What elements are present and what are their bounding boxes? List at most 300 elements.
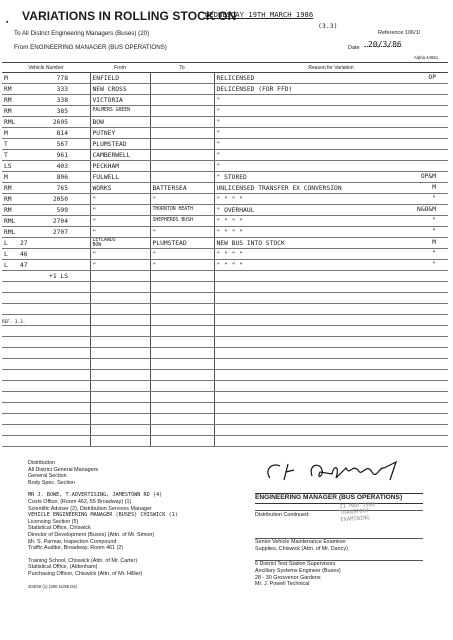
vehicle-number: 765 [56, 184, 68, 192]
from-cell [90, 436, 150, 447]
table-row [2, 381, 448, 392]
margin-note: REF. 3.3. [2, 320, 26, 325]
vehicle-number: 27 [20, 239, 28, 247]
variation-code: N&O&M [417, 206, 436, 213]
from-value: LEYLANDS BOW [92, 238, 116, 248]
reason-cell [214, 326, 448, 337]
to-cell [150, 260, 214, 271]
to-cell [150, 392, 214, 403]
table-row [2, 106, 448, 117]
signature-scribble [262, 458, 412, 488]
reason-cell [214, 139, 448, 150]
vehicle-number-cell [2, 260, 90, 271]
from-value: NEW CROSS [92, 85, 127, 93]
to-cell [150, 150, 214, 161]
vehicle-number: 403 [56, 162, 68, 170]
distribution-item: Costs Office, (Room 462, 55 Broadway) (1) [28, 498, 132, 505]
from-value: BOW [92, 118, 104, 126]
from-cell [90, 205, 150, 216]
reason-cell [214, 194, 448, 205]
table-row [2, 150, 448, 161]
reason-value: " [216, 140, 221, 148]
handwritten-ref: (3.3) [318, 22, 338, 30]
reason-cell [214, 227, 448, 238]
from-cell [90, 392, 150, 403]
from-value: " [92, 217, 97, 225]
vehicle-class: M [4, 129, 8, 137]
table-row [2, 216, 448, 227]
col-header-from: From [90, 63, 150, 73]
vehicle-number: +1 LS [49, 272, 68, 280]
table-row [2, 161, 448, 172]
vehicle-number: 2707 [52, 228, 68, 236]
table-row [2, 414, 448, 425]
vehicle-number-cell [2, 205, 90, 216]
reason-cell [214, 348, 448, 359]
to-cell [150, 95, 214, 106]
vehicle-number: 2704 [52, 217, 68, 225]
vehicle-number: 333 [56, 85, 68, 93]
to-cell [150, 304, 214, 315]
to-cell [150, 425, 214, 436]
vehicle-number: 47 [20, 261, 28, 269]
to-value: THORNTON HEATH [152, 207, 193, 212]
to-value: " [152, 250, 157, 258]
vehicle-number: 338 [56, 96, 68, 104]
table-row [2, 425, 448, 436]
to-cell [150, 73, 214, 84]
table-row [2, 370, 448, 381]
vehicle-number-cell [2, 403, 90, 414]
reason-value: " " " " [216, 217, 244, 225]
from-cell [90, 194, 150, 205]
vehicle-number-cell [2, 139, 90, 150]
reason-cell [214, 293, 448, 304]
to-cell [150, 271, 214, 282]
col-header-reason: Reason for Variation [214, 63, 448, 73]
table-row [2, 128, 448, 139]
table-row [2, 337, 448, 348]
to-cell [150, 128, 214, 139]
vehicle-number-cell [2, 381, 90, 392]
table-row [2, 238, 448, 249]
reason-value: " [216, 107, 221, 115]
received-stamp [339, 502, 376, 524]
from-value: " [92, 195, 97, 203]
table-row [2, 271, 448, 282]
vehicle-number-cell [2, 337, 90, 348]
vehicle-number: 2050 [52, 195, 68, 203]
table-row [2, 249, 448, 260]
to-value: " [152, 261, 157, 269]
vehicle-number-cell [2, 348, 90, 359]
from-value: PUTNEY [92, 129, 116, 137]
table-row [2, 282, 448, 293]
variation-code: " [432, 195, 436, 202]
to-cell [150, 381, 214, 392]
vehicle-number-cell [2, 106, 90, 117]
from-cell [90, 139, 150, 150]
to-cell [150, 238, 214, 249]
stamp-line2: TRANSPORT [339, 508, 370, 517]
from-cell [90, 282, 150, 293]
to-cell [150, 282, 214, 293]
to-cell [150, 139, 214, 150]
reason-cell [214, 282, 448, 293]
to-cell [150, 414, 214, 425]
table-row [2, 172, 448, 183]
from-value: PECKHAM [92, 162, 120, 170]
vehicle-number-cell [2, 414, 90, 425]
vehicle-number-cell [2, 150, 90, 161]
to-line: To All District Engineering Managers (Buses) (20) [14, 30, 150, 37]
reason-cell [214, 337, 448, 348]
hole-punch-mark: ▪ [6, 19, 9, 26]
form-title: VARIATIONS IN ROLLING STOCK ON [22, 9, 237, 23]
table-row [2, 73, 448, 84]
to-cell [150, 227, 214, 238]
reason-value: DELICENSED (FOR FFD) [216, 85, 293, 93]
to-cell [150, 403, 214, 414]
vehicle-class: RM [4, 184, 12, 192]
to-cell [150, 172, 214, 183]
stamp-date: 21 MAR 1986 [339, 501, 376, 511]
vehicle-number-cell [2, 84, 90, 95]
from-cell [90, 238, 150, 249]
vehicle-number-cell [2, 436, 90, 447]
form-number: 403/59 (1) (300 11/85 D4) [28, 583, 78, 589]
vehicle-number-cell [2, 238, 90, 249]
variation-code: " [432, 250, 436, 257]
reason-cell [214, 304, 448, 315]
vehicle-class: RM [4, 107, 12, 115]
distribution-continued: Distribution Continued: [255, 510, 423, 519]
vehicle-number: 806 [56, 173, 68, 181]
distribution-item: Statistical Office, (Aldenham) [28, 564, 98, 571]
from-value: CAMBERWELL [92, 151, 131, 159]
col-header-vehicle: Vehicle Number [2, 63, 90, 73]
from-value: " [92, 250, 97, 258]
vehicle-class: M [4, 173, 8, 181]
table-row [2, 403, 448, 414]
to-cell [150, 348, 214, 359]
reason-cell [214, 249, 448, 260]
form-code: Alpha 44651 [414, 55, 439, 60]
date-label: Date [348, 45, 360, 51]
ancillary-systems-line: Ancillary Systems Engineer (Buses) [255, 567, 341, 574]
rolling-stock-table [2, 62, 448, 447]
distribution-item: Scientific Adviser (2), Distribution Services Manager [28, 505, 152, 512]
reason-cell [214, 106, 448, 117]
reason-value: " STORED [216, 173, 247, 181]
from-value: PALMERS GREEN [92, 108, 131, 113]
handwritten-date: WEDNESDAY 19TH MARCH 1986 [205, 10, 314, 19]
signature [262, 458, 412, 488]
from-value: " [92, 228, 97, 236]
distribution-item: Director of Development (Buses) (Attn. of Mr. Simon) [28, 531, 155, 538]
from-value: " [92, 206, 97, 214]
from-cell [90, 150, 150, 161]
vehicle-class: RM [4, 206, 12, 214]
variation-code: M [432, 239, 436, 246]
distribution-item: Body Spec. Section [28, 479, 76, 486]
reason-value: RELICENSED [216, 74, 255, 82]
reference-label: Reference 106/1/ [378, 30, 421, 36]
to-value: PLUMSTEAD [152, 239, 187, 247]
reason-cell [214, 216, 448, 227]
test-station-line: 6 District Test Station Supervisors [255, 560, 423, 568]
variation-code: OP&M [420, 173, 436, 180]
distribution-item: Purchasing Officer, Chiswick (Attn. of Mr. Hillier) [28, 570, 143, 577]
to-cell [150, 337, 214, 348]
reason-value: " [216, 162, 221, 170]
reason-value: " " " " [216, 250, 244, 258]
distribution-item: Licensing Section (5) [28, 518, 79, 525]
reason-value: " " " " [216, 228, 244, 236]
to-cell [150, 326, 214, 337]
table-row [2, 139, 448, 150]
reason-cell [214, 150, 448, 161]
vehicle-number: 385 [56, 107, 68, 115]
to-cell [150, 315, 214, 326]
variation-code: M [432, 184, 436, 191]
vehicle-number-cell [2, 183, 90, 194]
vehicle-number-cell [2, 326, 90, 337]
reason-cell [214, 271, 448, 282]
vehicle-number-cell [2, 359, 90, 370]
reason-cell [214, 238, 448, 249]
reason-cell [214, 260, 448, 271]
distribution-item: Mr. S. Parmar, Inspection Compound [28, 538, 117, 545]
to-cell [150, 436, 214, 447]
vehicle-number-cell [2, 293, 90, 304]
from-line: From ENGINEERING MANAGER (BUS OPERATIONS) [14, 44, 167, 51]
from-cell [90, 172, 150, 183]
distribution-block [28, 460, 178, 590]
from-cell [90, 326, 150, 337]
vehicle-number: 599 [56, 206, 68, 214]
distribution-item: General Section [28, 473, 67, 480]
vehicle-number-cell [2, 304, 90, 315]
from-cell [90, 73, 150, 84]
vehicle-class: RML [4, 217, 16, 225]
vehicle-number-cell [2, 161, 90, 172]
table-row [2, 348, 448, 359]
vehicle-number-cell [2, 227, 90, 238]
reason-cell [214, 95, 448, 106]
to-value: " [152, 195, 157, 203]
to-value: " [152, 228, 157, 236]
reason-cell [214, 128, 448, 139]
table-row [2, 194, 448, 205]
reason-cell [214, 425, 448, 436]
vehicle-class: T [4, 151, 8, 159]
from-cell [90, 84, 150, 95]
vehicle-number-cell [2, 216, 90, 227]
from-value: WORKS [92, 184, 112, 192]
vehicle-number-cell [2, 73, 90, 84]
table-row [2, 293, 448, 304]
reason-cell [214, 73, 448, 84]
from-cell [90, 403, 150, 414]
vehicle-number: 814 [56, 129, 68, 137]
table-row [2, 183, 448, 194]
distribution-item: Traffic Auditor, Broadway, Room 461 (2) [28, 545, 124, 552]
table-row [2, 436, 448, 447]
from-cell [90, 425, 150, 436]
to-cell [150, 293, 214, 304]
vehicle-number: 567 [56, 140, 68, 148]
variation-code: OP [428, 74, 436, 81]
vehicle-class: RM [4, 85, 12, 93]
table-row [2, 84, 448, 95]
from-cell [90, 128, 150, 139]
vehicle-number-cell [2, 392, 90, 403]
grosvenor-gardens-line: 28 - 30 Grosvenor Gardens [255, 574, 321, 581]
to-cell [150, 84, 214, 95]
reason-value: " [216, 96, 221, 104]
vehicle-number-cell [2, 370, 90, 381]
reason-value: " " " " [216, 261, 244, 269]
from-value: FULWELL [92, 173, 120, 181]
vehicle-number-cell [2, 249, 90, 260]
vehicle-class: M [4, 74, 8, 82]
to-cell [150, 117, 214, 128]
vehicle-class: T [4, 140, 8, 148]
to-cell [150, 194, 214, 205]
to-value: SHEPHERDS BUSH [152, 218, 193, 223]
col-header-to: To [150, 63, 214, 73]
reason-cell [214, 117, 448, 128]
senior-examiner-line: Senior Vehicle Maintenance Examiner [255, 538, 423, 546]
from-value: VICTORIA [92, 96, 123, 104]
variation-code: " [432, 217, 436, 224]
distribution-item: MR J. BOWE, T.ADVERTISING, JAMESTOWN RD (4) [28, 492, 163, 499]
from-cell [90, 293, 150, 304]
vehicle-class: LS [4, 162, 12, 170]
distribution-item: Training School, Chiswick (Attn. of Mr. Carter) [28, 557, 138, 564]
to-value: BATTERSEA [152, 184, 187, 192]
from-cell [90, 106, 150, 117]
vehicle-class: L [4, 239, 8, 247]
vehicle-number-cell [2, 282, 90, 293]
distribution-item: Statistical Office, Chiswick [28, 525, 91, 532]
reason-cell [214, 161, 448, 172]
distribution-item: VEHICLE ENGINEERING MANAGER (BUSES) CHISWICK (1) [28, 512, 178, 519]
reason-value: UNLICENSED TRANSFER EX CONVERSION [216, 184, 342, 192]
from-cell [90, 216, 150, 227]
table-row [2, 392, 448, 403]
from-cell [90, 414, 150, 425]
from-cell [90, 348, 150, 359]
from-cell [90, 337, 150, 348]
powell-technical-line: Mr. J. Powell Technical [255, 581, 310, 588]
vehicle-class: L [4, 261, 8, 269]
from-cell [90, 249, 150, 260]
from-cell [90, 359, 150, 370]
reason-cell [214, 403, 448, 414]
table-row [2, 117, 448, 128]
reason-value: " OVERHAUL [216, 206, 255, 214]
from-cell [90, 95, 150, 106]
to-cell [150, 161, 214, 172]
vehicle-number-cell [2, 172, 90, 183]
reason-value: " [216, 118, 221, 126]
from-cell [90, 370, 150, 381]
to-cell [150, 106, 214, 117]
vehicle-class: L [4, 250, 8, 258]
variation-code: " [432, 228, 436, 235]
reason-value: " " " " [216, 195, 244, 203]
from-cell [90, 260, 150, 271]
signatory-role: ENGINEERING MANAGER (BUS OPERATIONS) [255, 493, 423, 504]
table-row [2, 227, 448, 238]
reason-cell [214, 381, 448, 392]
distribution-heading: Distribution [28, 460, 55, 466]
vehicle-class: RML [4, 228, 16, 236]
from-value: " [92, 261, 97, 269]
from-cell [90, 117, 150, 128]
to-cell [150, 359, 214, 370]
to-cell [150, 183, 214, 194]
to-cell [150, 205, 214, 216]
to-cell [150, 249, 214, 260]
from-value: PLUMSTEAD [92, 140, 127, 148]
vehicle-number-cell [2, 117, 90, 128]
vehicle-number-cell [2, 128, 90, 139]
vehicle-number: 778 [56, 74, 68, 82]
table-row [2, 359, 448, 370]
vehicle-number: 961 [56, 151, 68, 159]
distribution-item: All District General Managers [28, 466, 99, 473]
table-row [2, 304, 448, 315]
date-value: 20/3/86 [368, 40, 402, 49]
reason-cell [214, 183, 448, 194]
table-header-row [2, 63, 448, 73]
to-cell [150, 370, 214, 381]
vehicle-class: RM [4, 195, 12, 203]
vehicle-number: 46 [20, 250, 28, 258]
table-row [2, 95, 448, 106]
table-row [2, 326, 448, 337]
table-row [2, 315, 448, 326]
vehicle-number: 2695 [52, 118, 68, 126]
table-row [2, 260, 448, 271]
reason-cell [214, 392, 448, 403]
from-cell [90, 161, 150, 172]
reason-cell [214, 315, 448, 326]
vehicle-number-cell [2, 194, 90, 205]
reason-cell [214, 205, 448, 216]
to-cell [150, 216, 214, 227]
from-cell [90, 271, 150, 282]
vehicle-class: RML [4, 118, 16, 126]
from-cell [90, 304, 150, 315]
reason-cell [214, 436, 448, 447]
from-cell [90, 315, 150, 326]
from-cell [90, 227, 150, 238]
reason-cell [214, 359, 448, 370]
supplies-line: Supplies, Chiswick (Attn. of Mr. Dancy) [255, 545, 348, 552]
reason-cell [214, 84, 448, 95]
reason-value: " [216, 151, 221, 159]
reason-cell [214, 172, 448, 183]
from-cell [90, 183, 150, 194]
stamp-line3: EXAMINING [340, 515, 370, 524]
vehicle-number-cell [2, 271, 90, 282]
reason-cell [214, 414, 448, 425]
table-row [2, 205, 448, 216]
